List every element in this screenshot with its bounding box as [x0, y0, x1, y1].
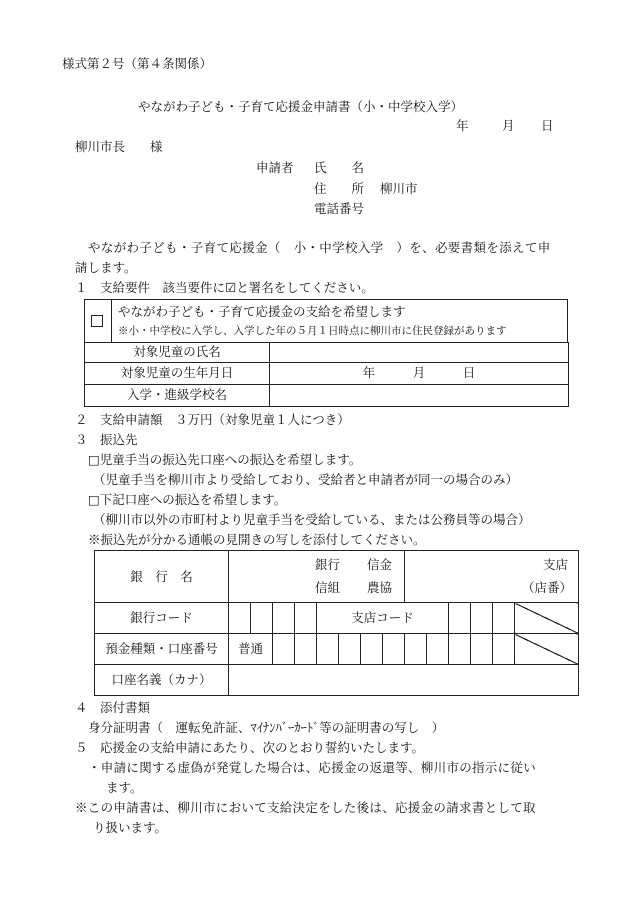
bank-suffix-shinkin: 信金 — [367, 557, 393, 572]
bank-code-label: 銀行コード — [95, 603, 229, 634]
req-table-top-border — [84, 299, 567, 300]
bank-table — [94, 550, 579, 696]
applicant-address-value: 柳川市 — [380, 181, 418, 196]
section5-heading: ５ 応援金の支給申請にあたり、次のとおり誓約いたします。 — [75, 740, 425, 755]
bank-code-digit[interactable] — [295, 603, 317, 634]
transfer-option-2-note: （柳川市以外の市町村より児童手当を受給している、または公務員等の場合） — [93, 512, 531, 527]
document-title: やながわ子ども・子育て応援金申請書（小・中学校入学） — [138, 99, 464, 114]
passbook-attach-note: ※振込先が分かる通帳の見開きの写しを添付してください。 — [88, 532, 426, 547]
bank-suffix-shinkumi: 信組 — [315, 580, 341, 595]
section3-heading: ３ 振込先 — [75, 432, 138, 447]
section4-heading: ４ 添付書類 — [75, 700, 151, 715]
pledge-line-2: ます。 — [106, 780, 143, 795]
school-name-field[interactable] — [270, 384, 569, 406]
branch-suffix: 支店 — [543, 557, 569, 572]
branch-code-digit[interactable] — [493, 603, 515, 634]
date-month-label: 月 — [502, 118, 515, 133]
bank-name-label: 銀 行 名 — [95, 551, 229, 603]
square-checkbox-icon[interactable] — [91, 315, 103, 327]
transfer-option-1[interactable]: □児童手当の振込先口座への振込を希望します。 — [88, 452, 362, 467]
section1-heading: １ 支給要件 該当要件に☑と署名をしてください。 — [75, 280, 374, 295]
school-name-label: 入学・進級学校名 — [85, 384, 270, 406]
branch-code-label: 支店コード — [317, 603, 449, 634]
req-table-left-border — [84, 299, 85, 343]
honorific: 様 — [150, 139, 163, 154]
child-info-table — [84, 342, 569, 407]
account-type-label: 預金種類・口座番号 — [95, 634, 229, 665]
date-year-label: 年 — [456, 118, 469, 133]
bank-suffix-nokyo: 農協 — [367, 580, 393, 595]
footer-note-line-1: ※この申請書は、柳川市において支給決定をした後は、応援金の請求書として取 — [75, 800, 536, 815]
account-number-digit[interactable] — [405, 634, 427, 665]
addressee: 柳川市長 — [75, 139, 126, 154]
account-number-digit[interactable] — [449, 634, 471, 665]
footer-note-line-2: り扱います。 — [93, 820, 168, 835]
intro-line-1: やながわ子ども・子育て応援金（ 小・中学校入学 ）を、必要書類を添えて申 — [88, 240, 551, 255]
account-number-digit[interactable] — [339, 634, 361, 665]
unused-cell — [515, 634, 579, 665]
branch-name-field[interactable] — [405, 551, 579, 603]
requirement-text: やながわ子ども・子育て応援金の支給を希望します — [118, 304, 406, 319]
account-number-digit[interactable] — [273, 634, 295, 665]
requirement-note: ※小・中学校に入学し、入学した年の５月１日時点に柳川市に住民登録があります — [118, 325, 507, 337]
account-name-field[interactable] — [229, 665, 579, 696]
applicant-name-label: 氏 名 — [314, 160, 365, 175]
transfer-option-2[interactable]: □下記口座への振込を希望します。 — [88, 492, 287, 507]
bank-code-digit[interactable] — [229, 603, 251, 634]
child-name-label: 対象児童の氏名 — [85, 342, 270, 362]
child-name-field[interactable] — [270, 342, 569, 362]
applicant-address-label: 住 所 — [314, 181, 365, 196]
account-number-digit[interactable] — [427, 634, 449, 665]
unused-cell — [515, 603, 579, 634]
child-birthdate-label: 対象児童の生年月日 — [85, 362, 270, 384]
account-number-digit[interactable] — [493, 634, 515, 665]
branch-code-digit[interactable] — [449, 603, 471, 634]
req-table-right-border — [567, 299, 568, 343]
bank-code-digit[interactable] — [273, 603, 295, 634]
section2-heading: ２ 支給申請額 ３万円（対象児童１人につき） — [75, 412, 350, 427]
account-name-label: 口座名義（カナ） — [95, 665, 229, 696]
branch-number-label: （店番） — [522, 580, 573, 595]
bank-name-field[interactable] — [229, 551, 405, 603]
applicant-phone-label: 電話番号 — [314, 201, 365, 216]
date-day-label: 日 — [541, 118, 554, 133]
account-number-digit[interactable] — [317, 634, 339, 665]
intro-line-2: 請します。 — [75, 260, 137, 275]
account-number-digit[interactable] — [361, 634, 383, 665]
pledge-line-1: ・申請に関する虚偽が発覚した場合は、応援金の返還等、柳川市の指示に従い — [88, 760, 537, 775]
req-table-inner-border — [111, 299, 112, 343]
transfer-option-1-note: （児童手当を柳川市より受給しており、受給者と申請者が同一の場合のみ） — [93, 472, 519, 487]
form-number: 様式第２号（第４条関係） — [62, 56, 213, 71]
account-number-digit[interactable] — [295, 634, 317, 665]
account-type-value[interactable]: 普通 — [229, 634, 273, 665]
branch-code-digit[interactable] — [471, 603, 493, 634]
child-birthdate-field[interactable]: 年 月 日 — [270, 362, 569, 384]
account-number-digit[interactable] — [383, 634, 405, 665]
bank-code-digit[interactable] — [251, 603, 273, 634]
bank-suffix-bank: 銀行 — [315, 557, 341, 572]
applicant-label: 申請者 — [256, 160, 294, 175]
attachment-line: 身分証明書（ 運転免許証、ﾏｲﾅﾝﾊﾞｰｶｰﾄﾞ等の証明書の写し ） — [88, 720, 445, 735]
account-number-digit[interactable] — [471, 634, 493, 665]
